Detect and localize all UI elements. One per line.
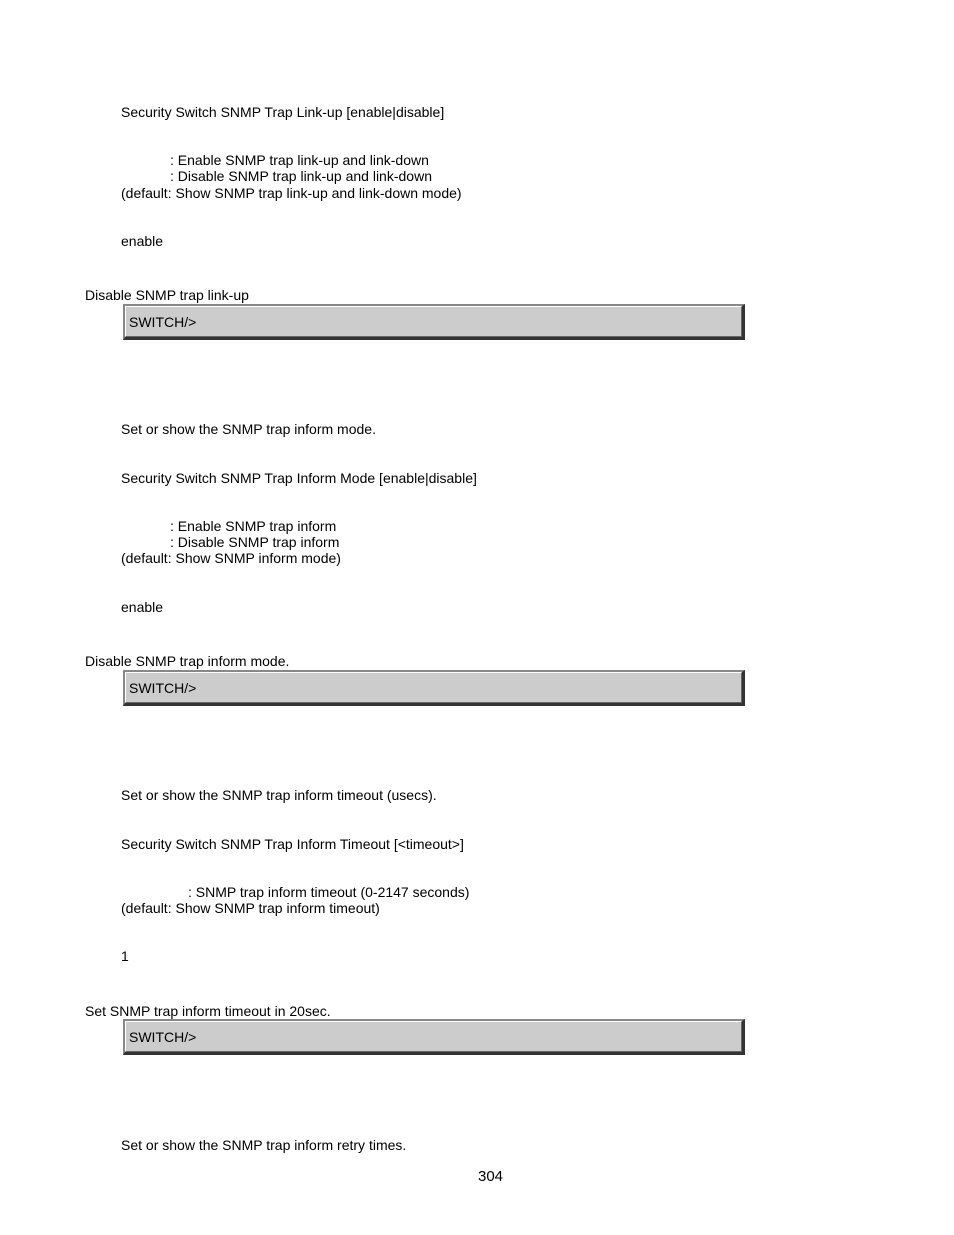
example-caption: Set SNMP trap inform timeout in 20sec.: [85, 1003, 331, 1019]
parameter-description: : SNMP trap inform timeout (0-2147 seconds): [188, 884, 470, 900]
example-caption: Disable SNMP trap link-up: [85, 287, 249, 303]
cli-prompt: SWITCH/>: [129, 314, 197, 330]
command-description: Set or show the SNMP trap inform mode.: [121, 421, 376, 437]
command-description: Set or show the SNMP trap inform retry times.: [121, 1137, 407, 1153]
default-value: enable: [121, 233, 164, 249]
parameter-description: : Disable SNMP trap link-up and link-down: [170, 168, 432, 184]
default-value: 1: [121, 948, 129, 964]
parameter-description: : Enable SNMP trap inform: [170, 518, 337, 534]
default-value: enable: [121, 599, 164, 615]
default-note: (default: Show SNMP trap inform timeout): [121, 900, 380, 916]
command-example-box: [123, 304, 745, 340]
command-example-box: [123, 670, 745, 706]
default-note: (default: Show SNMP inform mode): [121, 550, 341, 566]
cli-prompt: SWITCH/>: [129, 680, 197, 696]
command-description: Set or show the SNMP trap inform timeout (usecs).: [121, 787, 437, 803]
page-number: 304: [478, 1168, 504, 1185]
default-note: (default: Show SNMP trap link-up and link-down mode): [121, 185, 462, 201]
parameter-description: : Disable SNMP trap inform: [170, 534, 340, 550]
cli-prompt: SWITCH/>: [129, 1029, 197, 1045]
command-example-box: [123, 1019, 745, 1055]
command-syntax: Security Switch SNMP Trap Inform Timeout [<timeout>]: [121, 836, 464, 852]
example-caption: Disable SNMP trap inform mode.: [85, 653, 290, 669]
command-syntax: Security Switch SNMP Trap Inform Mode [enable|disable]: [121, 470, 477, 486]
command-syntax: Security Switch SNMP Trap Link-up [enable|disable]: [121, 104, 445, 120]
parameter-description: : Enable SNMP trap link-up and link-down: [170, 152, 429, 168]
